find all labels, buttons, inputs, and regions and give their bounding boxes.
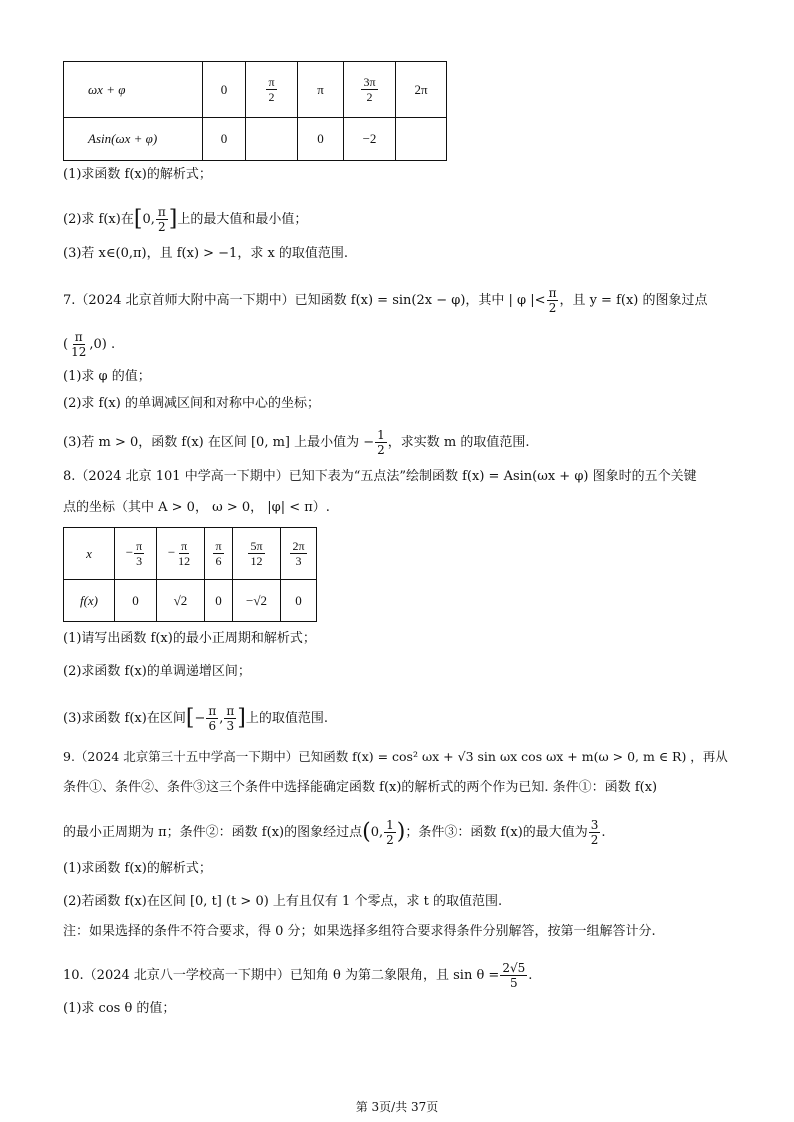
q8-part3: (3)求函数 f(x)在区间[− $\frac{\pi}{6}$ , $\frac{\pi}{3}$ ]上的取值范围. — [63, 704, 328, 733]
table-cell: − $\frac{\pi}{12}$ — [157, 528, 205, 580]
q8-part1: (1)请写出函数 f(x)的最小正周期和解析式； — [63, 631, 316, 646]
q10-part1: (1)求 cos θ 的值； — [63, 1001, 176, 1016]
table-cell — [396, 118, 447, 161]
q6-part3: (3)若 x∈(0,π)，且 f(x) > −1，求 x 的取值范围. — [63, 246, 349, 261]
q8-stem-line1: 8.（2024 北京 101 中学高一下期中）已知下表为“五点法”绘制函数 f(x) = Asin(ωx + φ) 图象时的五个关键 — [63, 469, 697, 484]
table-cell: π — [298, 62, 344, 118]
q7-point: ( $\frac{\pi}{12}$ ,0) . — [63, 330, 116, 359]
q7-part3: (3)若 m > 0，函数 f(x) 在区间 [0, m] 上最小值为 − $\frac{1}{2}$ ，求实数 m 的取值范围. — [63, 428, 530, 457]
table-row2-label: Asin(ωx + φ) — [64, 118, 203, 161]
table-cell: 2π — [396, 62, 447, 118]
page-footer: 第 3页/共 37页 — [355, 1100, 439, 1114]
q9-part2: (2)若函数 f(x)在区间 [0, t] (t > 0) 上有且仅有 1 个零点，求 t 的取值范围. — [63, 894, 503, 909]
table-cell: √2 — [157, 580, 205, 622]
table-cell: −2 — [344, 118, 396, 161]
q9-stem-line3: 的最小正周期为 π；条件②：函数 f(x)的图象经过点(0, $\frac{1}{2}$ )；条件③：函数 f(x)的最大值为 $\frac{3}{2}$ . — [63, 818, 606, 847]
table-row1-label: ωx + φ — [64, 62, 203, 118]
table-cell: 0 — [203, 62, 246, 118]
table-cell: 0 — [281, 580, 317, 622]
q7-part1: (1)求 φ 的值； — [63, 369, 151, 384]
q9-stem-line2: 条件①、条件②、条件③这三个条件中选择能确定函数 f(x)的解析式的两个作为已知. 条件①：函数 f(x) — [63, 780, 658, 795]
q6-part2: (2)求 f(x)在[0, $\frac{\pi}{2}$ ]上的最大值和最小值； — [63, 205, 308, 234]
table-five-points — [63, 527, 317, 622]
table-cell: 0 — [205, 580, 233, 622]
q8-stem-line2: 点的坐标（其中 A > 0， ω > 0， |φ| < π）. — [63, 500, 330, 515]
q10-stem: 10.（2024 北京八一学校高一下期中）已知角 θ 为第二象限角，且 sin θ = $\frac{2√5}{5}$ . — [63, 961, 533, 990]
q9-note: 注：如果选择的条件不符合要求，得 0 分；如果选择多组符合要求得条件分别解答，按第一组解答计分. — [63, 924, 656, 939]
table-cell: 0 — [298, 118, 344, 161]
table-cell: $\frac{\pi}{6}$ — [205, 528, 233, 580]
q8-part2: (2)求函数 f(x)的单调递增区间； — [63, 664, 251, 679]
table-phase-values — [63, 61, 447, 161]
table-cell: 0 — [115, 580, 157, 622]
table-cell: $\frac{\pi}{2}$ — [246, 62, 298, 118]
q7-stem: 7.（2024 北京首师大附中高一下期中）已知函数 f(x) = sin(2x − φ)，其中 | φ |< $\frac{\pi}{2}$ ，且 y = f(x) 的图象过点 — [63, 286, 708, 315]
table-header-x: x — [64, 528, 115, 580]
q9-part1: (1)求函数 f(x)的解析式； — [63, 861, 212, 876]
table-cell: $\frac{3\pi}{2}$ — [344, 62, 396, 118]
table-cell: −√2 — [233, 580, 281, 622]
table-cell: 0 — [203, 118, 246, 161]
q9-stem-line1: 9.（2024 北京第三十五中学高一下期中）已知函数 f(x) = cos² ωx + √3 sin ωx cos ωx + m(ω > 0, m ∈ R) ，再从 — [63, 749, 728, 764]
table-cell: − $\frac{\pi}{3}$ — [115, 528, 157, 580]
q6-part1: (1)求函数 f(x)的解析式； — [63, 167, 212, 182]
q7-part2: (2)求 f(x) 的单调减区间和对称中心的坐标； — [63, 396, 320, 411]
table-cell: $\frac{2\pi}{3}$ — [281, 528, 317, 580]
table-cell — [246, 118, 298, 161]
table-header-fx: f(x) — [64, 580, 115, 622]
table-cell: $\frac{5\pi}{12}$ — [233, 528, 281, 580]
